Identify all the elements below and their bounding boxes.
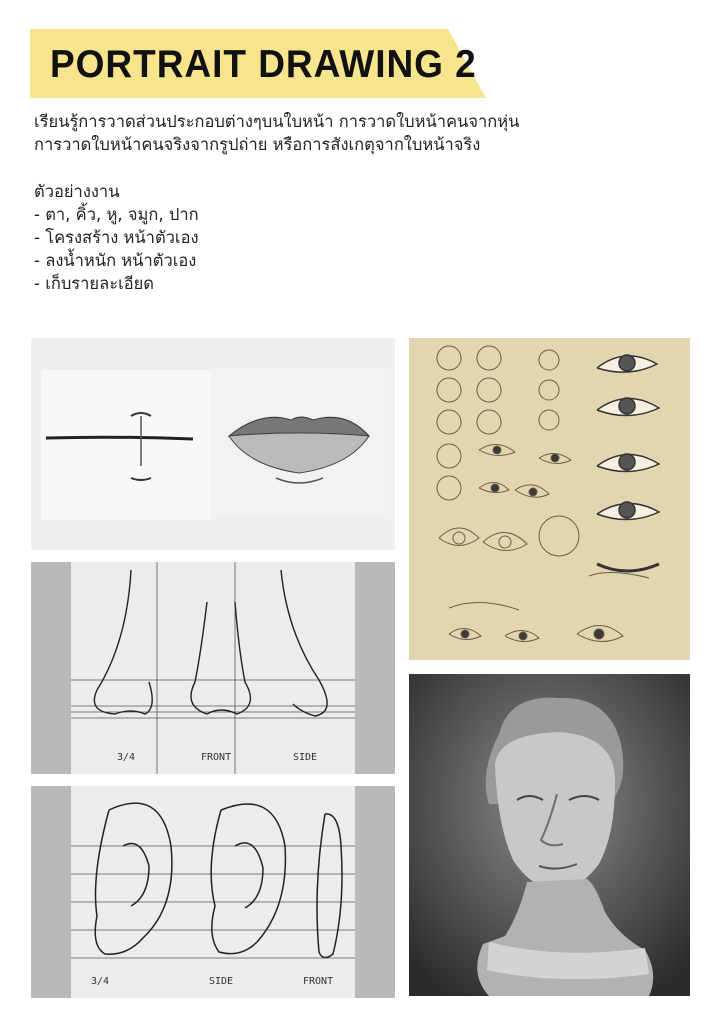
ear-label-left: 3/4 bbox=[91, 976, 110, 987]
examples-heading: ตัวอย่างงาน bbox=[34, 182, 120, 201]
nose-label-center: FRONT bbox=[201, 752, 232, 763]
description-line-1: เรียนรู้การวาดส่วนประกอบต่างๆบนใบหน้า การวาดใบหน้าคนจากหุ่น bbox=[34, 112, 520, 131]
ear-label-right: FRONT bbox=[303, 976, 334, 987]
page-title: PORTRAIT DRAWING 2 bbox=[50, 43, 477, 86]
list-item: - ลงน้ำหนัก หน้าตัวเอง bbox=[34, 249, 199, 272]
list-item: - โครงสร้าง หน้าตัวเอง bbox=[34, 226, 199, 249]
list-item: - ตา, คิ้ว, หู, จมูก, ปาก bbox=[34, 203, 199, 226]
list-item: - เก็บรายละเอียด bbox=[34, 272, 199, 295]
ear-sketch-image bbox=[31, 786, 395, 998]
nose-sketch-image bbox=[31, 562, 395, 774]
nose-label-right: SIDE bbox=[293, 752, 318, 763]
description bbox=[34, 110, 519, 156]
eyes-sketch-image bbox=[409, 338, 690, 660]
mouth-sketch-image bbox=[31, 338, 395, 550]
nose-label-left: 3/4 bbox=[117, 752, 136, 763]
description-line-2: การวาดใบหน้าคนจริงจากรูปถ่าย หรือการสังเกตุจากใบหน้าจริง bbox=[34, 135, 481, 154]
bust-drawing-image bbox=[409, 674, 690, 996]
examples-section bbox=[34, 180, 199, 295]
ear-label-center: SIDE bbox=[209, 976, 234, 987]
examples-list bbox=[34, 203, 199, 295]
